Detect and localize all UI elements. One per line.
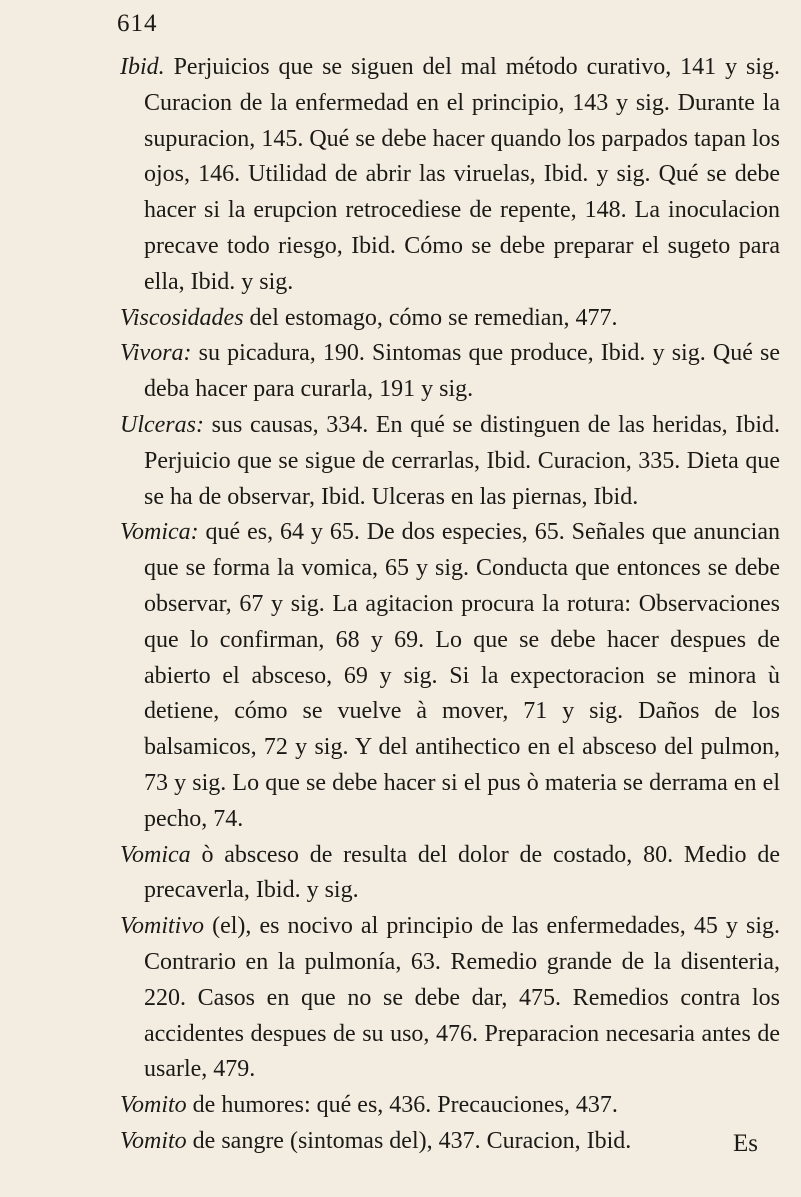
entry-heading: Vomitivo [120,913,204,940]
index-entry [120,301,780,337]
entry-heading: Ulceras: [120,411,204,438]
entry-body: ò absceso de resulta del dolor de costado, 80. Medio de precaverla, Ibid. y sig. [144,841,780,904]
catchword: Es [733,1130,758,1157]
entry-body: (el), es nocivo al principio de las enfermedades, 45 y sig. Contrario en la pulmonía, 63. Remedio grande de la disenteria, 220. Casos en que no se debe dar, 475. Remedios contra los accidentes despues de su uso, 476. Preparacion necesaria antes de usarle, 479. [144,913,780,1083]
entry-body: Perjuicios que se siguen del mal método curativo, 141 y sig. Curacion de la enfermedad en el principio, 143 y sig. Durante la supuracion, 145. Qué se debe hacer quando los parpados tapan los ojos, 146. Utilidad de abrir las viruelas, Ibid. y sig. Qué se debe hacer si la erupcion retrocediese de repente, 148. La inoculacion precave todo riesgo, Ibid. Cómo se debe preparar el sugeto para ella, Ibid. y sig. [144,54,780,295]
index-entry [120,336,780,408]
entry-heading: Vomica [120,841,191,868]
index-entry [120,838,780,910]
entry-heading: Vivora: [120,340,192,367]
index-entry [120,50,780,301]
index-entry [120,408,780,515]
index-entry [120,909,780,1088]
entry-body: sus causas, 334. En qué se distinguen de las heridas, Ibid. Perjuicio que se sigue de cerrarlas, Ibid. Curacion, 335. Dieta que se ha de observar, Ibid. Ulceras en las piernas, Ibid. [144,411,780,510]
entry-heading: Viscosidades [120,304,244,331]
entry-heading: Ibid. [120,54,165,80]
index-entry [120,1124,780,1160]
entry-body: qué es, 64 y 65. De dos especies, 65. Señales que anuncian que se forma la vomica, 65 y sig. Conducta que entonces se debe observar, 67 y sig. La agitacion procura la rotura: Observaciones que lo confirman, 68 y 69. Lo que se debe hacer despues de abierto el absceso, 69 y sig. Si la expectoracion se minora ù detiene, cómo se vuelve à mover, 71 y sig. Daños de los balsamicos, 72 y sig. Y del antihectico en el absceso del pulmon, 73 y sig. Lo que se debe hacer si el pus ò materia se derrama en el pecho, 74. [144,519,780,832]
entry-body: de sangre (sintomas del), 437. Curacion, Ibid. [186,1127,632,1154]
entry-body: de humores: qué es, 436. Precauciones, 437. [186,1092,618,1119]
entry-heading: Vomito [120,1127,187,1154]
entry-heading: Vomica: [120,519,199,546]
index-text [120,50,780,1160]
entry-heading: Vomito [120,1092,187,1119]
entry-body: del estomago, cómo se remedian, 477. [243,304,618,331]
index-entry [120,515,780,837]
index-entry [120,1088,780,1124]
page-number: 614 [117,10,158,37]
entry-body: su picadura, 190. Sintomas que produce, Ibid. y sig. Qué se deba hacer para curarla, 191 y sig. [144,340,780,403]
